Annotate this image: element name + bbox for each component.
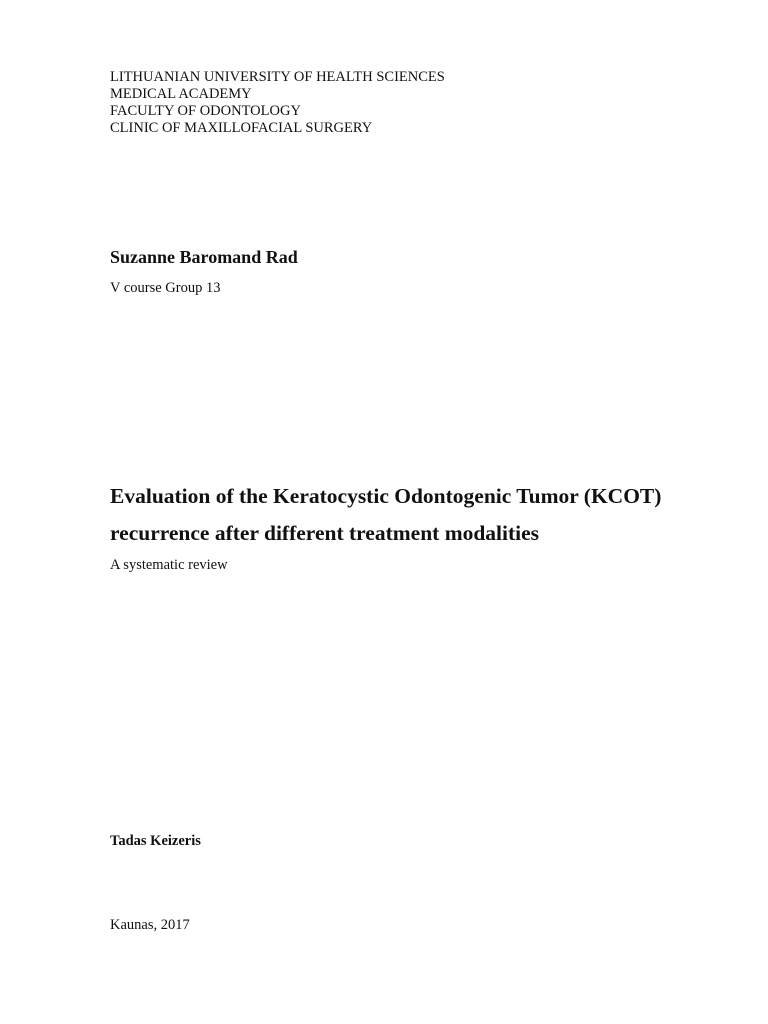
author-name: Suzanne Baromand Rad bbox=[110, 247, 298, 267]
institution-header bbox=[110, 69, 445, 137]
thesis-subtitle: A systematic review bbox=[110, 557, 228, 573]
supervisor-name: Tadas Keizeris bbox=[110, 833, 201, 849]
academy-name: MEDICAL ACADEMY bbox=[110, 86, 252, 102]
faculty-name: FACULTY OF ODONTOLOGY bbox=[110, 103, 301, 119]
university-name: LITHUANIAN UNIVERSITY OF HEALTH SCIENCES bbox=[110, 69, 445, 85]
thesis-title-line-1: Evaluation of the Keratocystic Odontogenic Tumor (KCOT) bbox=[110, 484, 662, 508]
place-and-year: Kaunas, 2017 bbox=[110, 917, 190, 933]
thesis-title bbox=[110, 478, 750, 552]
author-course: V course Group 13 bbox=[110, 280, 221, 296]
clinic-name: CLINIC OF MAXILLOFACIAL SURGERY bbox=[110, 120, 373, 136]
thesis-title-line-2: recurrence after different treatment modalities bbox=[110, 521, 540, 545]
